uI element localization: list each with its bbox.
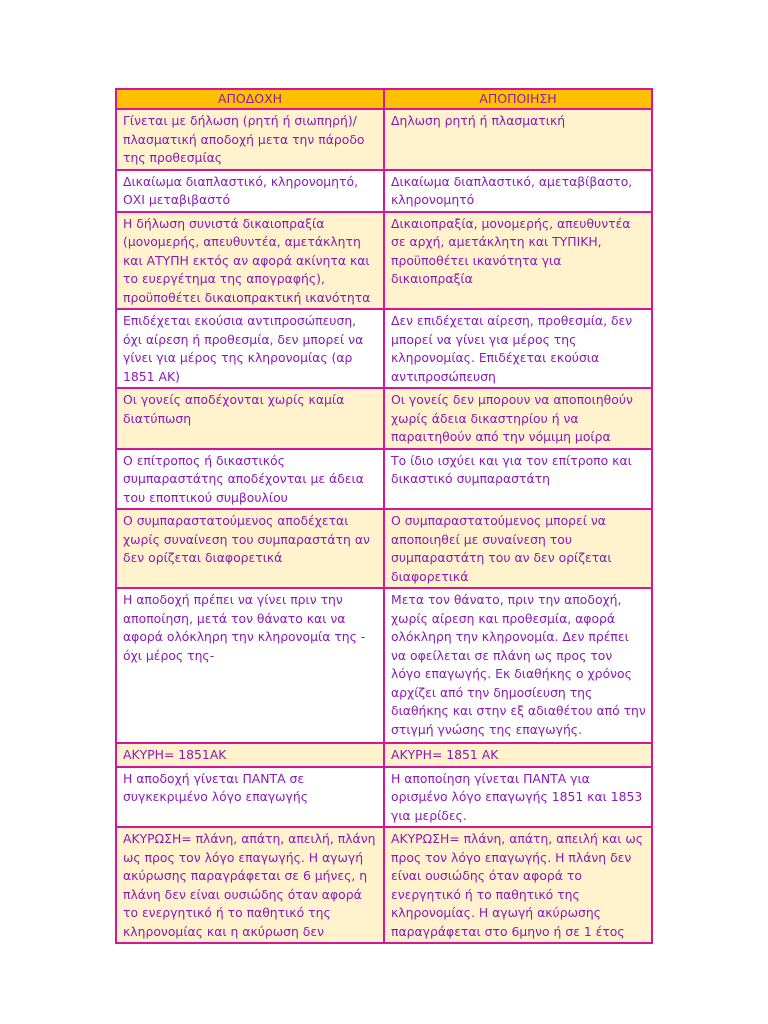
cell-renunciation: Δεν επιδέχεται αίρεση, προθεσμία, δεν μπορεί να γίνει για μέρος της κληρονομίας. Επιδέχεται εκούσια αντιπροσώπευση <box>384 309 652 388</box>
cell-renunciation: Ο συμπαραστατούμενος μπορεί να αποποιηθεί με συναίνεση του συμπαραστάτη του αν δεν ορίζεται διαφορετικά <box>384 509 652 588</box>
cell-renunciation: ΑΚΥΡΩΣΗ= πλάνη, απάτη, απειλή και ως προς τον λόγο επαγωγής. Η πλάνη δεν είναι ουσιώδης όταν αφορά το ενεργητικό ή το παθητικό της κληρονομίας. Η αγωγή ακύρωσης παραγράφεται στο 6μηνο ή σε 1 έτος <box>384 827 652 943</box>
cell-acceptance: Η δήλωση συνιστά δικαιοπραξία (μονομερής, απευθυντέα, αμετάκλητη και ΑΤΥΠΗ εκτός αν αφορά ακίνητα και το ευεργέτημα της απογραφής), προϋποθέτει δικαιοπρακτική ικανότητα <box>116 212 384 310</box>
cell-renunciation: Δικαίωμα διαπλαστικό, αμεταβίβαστο, κληρονομητό <box>384 170 652 212</box>
cell-renunciation: Μετα τον θάνατο, πριν την αποδοχή, χωρίς αίρεση και προθεσμία, αφορά ολόκληρη την κληρονομία. Δεν πρέπει να οφείλεται σε πλάνη ως προς τον λόγο επαγωγής. Εκ διαθήκης ο χρόνος αρχίζει από την δημοσίευση της διαθήκης και στην εξ αδιαθέτου από την στιγμή γνώσης της επαγωγής. <box>384 588 652 743</box>
cell-renunciation: Η αποποίηση γίνεται ΠΑΝΤΑ για ορισμένο λόγο επαγωγής 1851 και 1853 για μερίδες. <box>384 767 652 828</box>
table-row <box>116 509 652 588</box>
cell-acceptance: Δικαίωμα διαπλαστικό, κληρονομητό, ΟΧΙ μεταβιβαστό <box>116 170 384 212</box>
table-row <box>116 309 652 388</box>
cell-renunciation: Δικαιοπραξία, μονομερής, απευθυντέα σε αρχή, αμετάκλητη και ΤΥΠΙΚΗ, προϋποθέτει ικανότητα για δικαιοπραξία <box>384 212 652 310</box>
header-acceptance: ΑΠΟΔΟΧΗ <box>116 89 384 109</box>
table-row <box>116 743 652 767</box>
table-row <box>116 588 652 743</box>
cell-renunciation: Οι γονείς δεν μπορουν να αποποιηθούν χωρίς άδεια δικαστηρίου ή να παραιτηθούν από την νόμιμη μοίρα <box>384 388 652 449</box>
cell-acceptance: Επιδέχεται εκούσια αντιπροσώπευση, όχι αίρεση ή προθεσμία, δεν μπορεί να γίνει για μέρος της κληρονομίας (αρ 1851 ΑΚ) <box>116 309 384 388</box>
cell-acceptance: Γίνεται με δήλωση (ρητή ή σιωπηρή)/ πλασματική αποδοχή μετα την πάροδο της προθεσμίας <box>116 109 384 170</box>
cell-renunciation: ΑΚΥΡΗ= 1851 ΑΚ <box>384 743 652 767</box>
cell-acceptance: Η αποδοχή πρέπει να γίνει πριν την αποποίηση, μετά τον θάνατο και να αφορά ολόκληρη την κληρονομία της - όχι μέρος της- <box>116 588 384 743</box>
cell-renunciation: Το ίδιο ισχύει και για τον επίτροπο και δικαστικό συμπαραστάτη <box>384 449 652 510</box>
cell-acceptance: Ο συμπαραστατούμενος αποδέχεται χωρίς συναίνεση του συμπαραστάτη αν δεν ορίζεται διαφορετικά <box>116 509 384 588</box>
table-row <box>116 170 652 212</box>
cell-acceptance: Ο επίτροπος ή δικαστικός συμπαραστάτης αποδέχονται με άδεια του εποπτικού συμβουλίου <box>116 449 384 510</box>
table-row <box>116 827 652 943</box>
table-row <box>116 212 652 310</box>
cell-acceptance: Η αποδοχή γίνεται ΠΑΝΤΑ σε συγκεκριμένο λόγο επαγωγής <box>116 767 384 828</box>
cell-acceptance: ΑΚΥΡΩΣΗ= πλάνη, απάτη, απειλή, πλάνη ως προς τον λόγο επαγωγής. Η αγωγή ακύρωσης παραγράφεται σε 6 μήνες, η πλάνη δεν είναι ουσιώδης όταν αφορά το ενεργητικό ή το παθητικό της κληρονομίας και η ακύρωση δεν <box>116 827 384 943</box>
header-renunciation: ΑΠΟΠΟΙΗΣΗ <box>384 89 652 109</box>
table-row <box>116 449 652 510</box>
table-row <box>116 767 652 828</box>
table-row <box>116 109 652 170</box>
header-row <box>116 89 652 109</box>
comparison-table <box>115 88 653 944</box>
table-row <box>116 388 652 449</box>
cell-acceptance: ΑΚΥΡΗ= 1851ΑΚ <box>116 743 384 767</box>
cell-acceptance: Οι γονείς αποδέχονται χωρίς καμία διατύπωση <box>116 388 384 449</box>
cell-renunciation: Δηλωση ρητή ή πλασματική <box>384 109 652 170</box>
